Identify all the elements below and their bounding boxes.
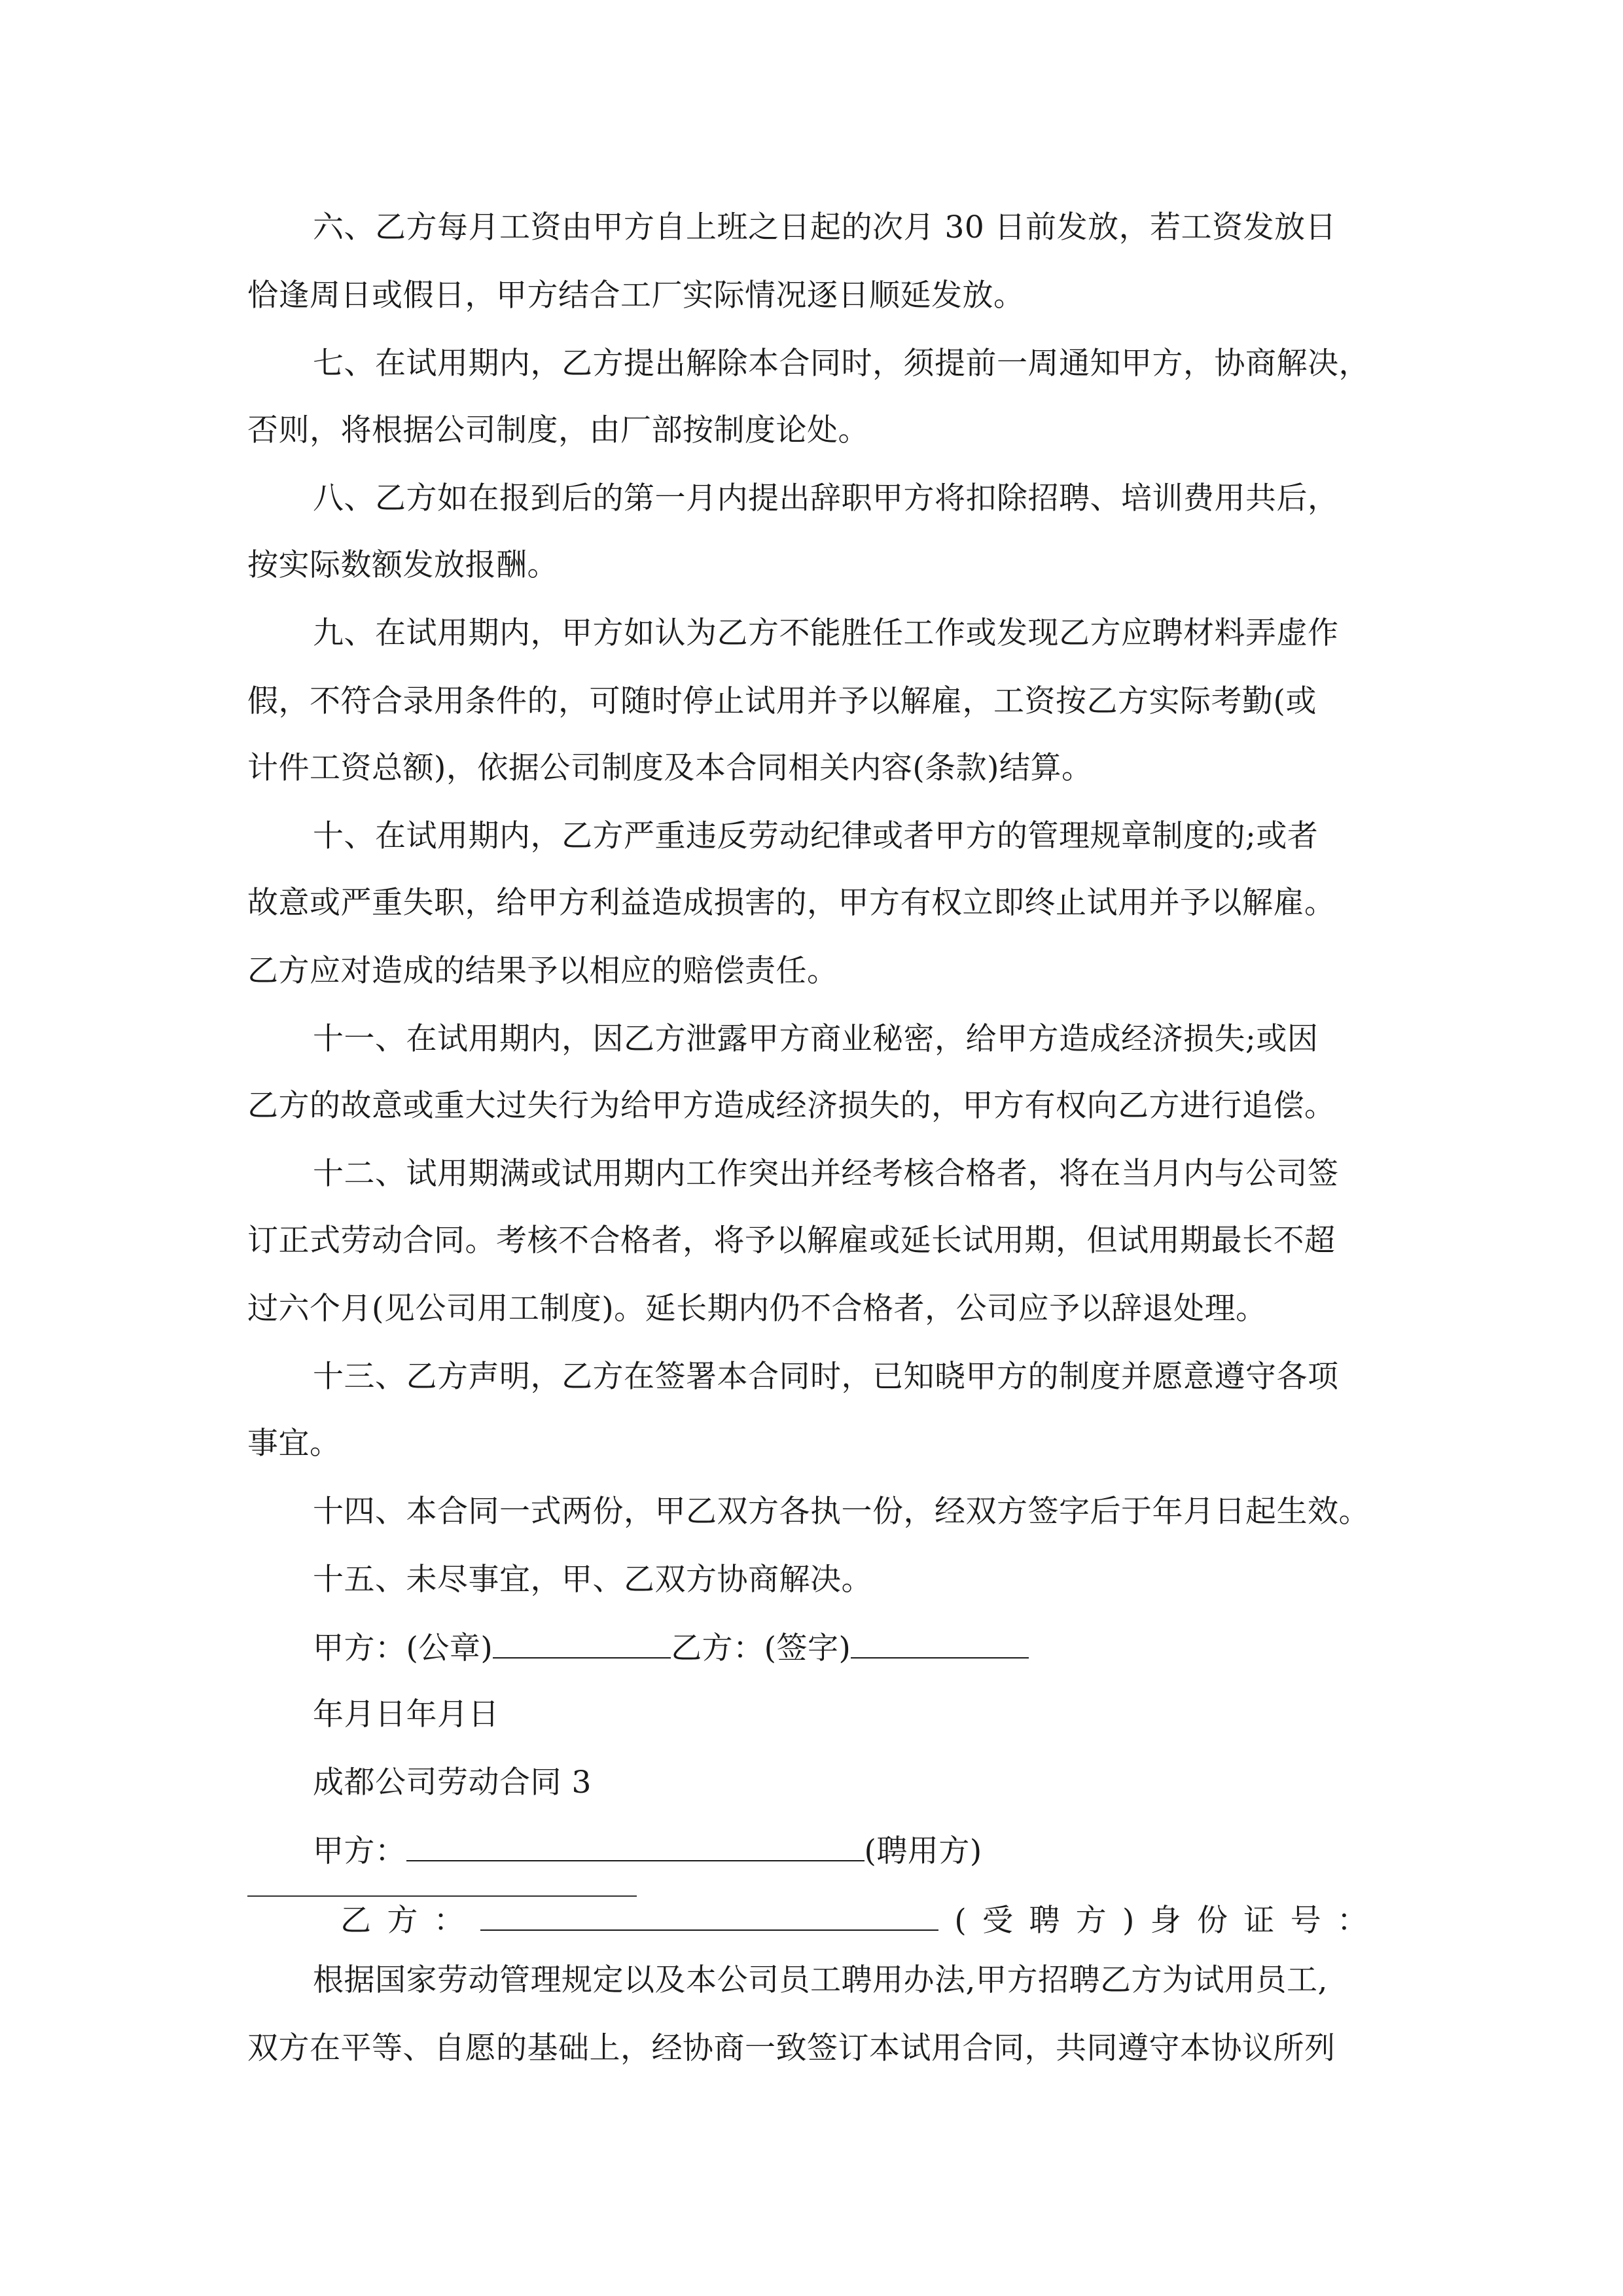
party-b-suffix-char: 身 (1150, 1903, 1181, 1939)
clause-6-line-1: 六、乙方每月工资由甲方自上班之日起的次月 30 日前发放，若工资发放日 (313, 209, 1337, 245)
signature-row (313, 1627, 1438, 1668)
party-b-char: 方 (387, 1903, 418, 1939)
clause-13-line-2: 事宜。 (247, 1426, 341, 1462)
clause-10-line-1: 十、在试用期内，乙方严重违反劳动纪律或者甲方的管理规章制度的;或者 (313, 818, 1319, 854)
party-a-seal-label: 甲方：(公章) (313, 1630, 493, 1666)
next-party-b-row (340, 1899, 1368, 1941)
clause-8-line-2: 按实际数额发放报酬。 (247, 547, 558, 583)
clause-6-line-2: 恰逢周日或假日，甲方结合工厂实际情况逐日顺延发放。 (247, 278, 1025, 314)
party-b-suffix-char: 方 (1075, 1903, 1107, 1939)
party-b-suffix-char: 份 (1196, 1903, 1228, 1939)
clause-12-line-2: 订正式劳动合同。考核不合格者，将予以解雇或延长试用期，但试用期最长不超 (247, 1223, 1336, 1259)
party-b-suffix-char: 聘 (1029, 1903, 1060, 1939)
party-b-char: ： (433, 1903, 465, 1939)
clause-9-line-1: 九、在试用期内，甲方如认为乙方不能胜任工作或发现乙方应聘材料弄虚作 (313, 615, 1339, 651)
clause-10-line-3: 乙方应对造成的结果予以相应的赔偿责任。 (247, 953, 838, 989)
signature-date-line: 年月日年月日 (313, 1696, 499, 1732)
intro-line-1: 根据国家劳动管理规定以及本公司员工聘用办法,甲方招聘乙方为试用员工, (313, 1962, 1328, 1998)
clause-8-line-1: 八、乙方如在报到后的第一月内提出辞职甲方将扣除招聘、培训费用共后， (313, 480, 1339, 516)
party-a-seal-blank[interactable] (493, 1627, 671, 1659)
next-party-a-label: 甲方： (313, 1833, 406, 1869)
clause-11-line-2: 乙方的故意或重大过失行为给甲方造成经济损失的，甲方有权向乙方进行追偿。 (247, 1088, 1336, 1124)
clause-9-line-2: 假，不符合录用条件的，可随时停止试用并予以解雇，工资按乙方实际考勤(或 (247, 683, 1317, 719)
party-b-sign-blank[interactable] (851, 1627, 1029, 1659)
party-b-suffix-char: 号 (1290, 1903, 1321, 1939)
next-party-a-suffix: (聘用方) (864, 1833, 982, 1869)
clause-15-line-1: 十五、未尽事宜，甲、乙双方协商解决。 (313, 1562, 872, 1598)
party-b-suffix-char: ： (1336, 1903, 1368, 1939)
clause-7-line-2: 否则，将根据公司制度，由厂部按制度论处。 (247, 412, 869, 448)
next-party-b-blank[interactable] (480, 1899, 938, 1931)
clause-13-line-1: 十三、乙方声明，乙方在签署本合同时，已知晓甲方的制度并愿意遵守各项 (313, 1359, 1339, 1395)
next-party-a-row (313, 1830, 1438, 1871)
next-party-a-blank[interactable] (406, 1830, 865, 1861)
intro-line-2: 双方在平等、自愿的基础上，经协商一致签订本试用合同，共同遵守本协议所列 (247, 2030, 1336, 2066)
footnote-divider (247, 1895, 637, 1897)
party-b-suffix-char: 证 (1243, 1903, 1275, 1939)
next-contract-title: 成都公司劳动合同 3 (313, 1765, 592, 1801)
party-b-suffix-char: ( (954, 1903, 967, 1939)
clause-10-line-2: 故意或严重失职，给甲方利益造成损害的，甲方有权立即终止试用并予以解雇。 (247, 885, 1336, 921)
clause-9-line-3: 计件工资总额)，依据公司制度及本合同相关内容(条款)结算。 (247, 750, 1093, 786)
party-b-sign-label: 乙方：(签字) (671, 1630, 851, 1666)
party-b-char: 乙 (340, 1903, 371, 1939)
party-b-suffix-char: ) (1122, 1903, 1135, 1939)
clause-14-line-1: 十四、本合同一式两份，甲乙双方各执一份，经双方签字后于年月日起生效。 (313, 1494, 1370, 1530)
clause-7-line-1: 七、在试用期内，乙方提出解除本合同时，须提前一周通知甲方，协商解决， (313, 346, 1370, 382)
party-b-suffix-char: 受 (982, 1903, 1013, 1939)
clause-11-line-1: 十一、在试用期内，因乙方泄露甲方商业秘密，给甲方造成经济损失;或因 (313, 1021, 1319, 1057)
clause-12-line-1: 十二、试用期满或试用期内工作突出并经考核合格者，将在当月内与公司签 (313, 1156, 1339, 1192)
clause-12-line-3: 过六个月(见公司用工制度)。延长期内仍不合格者，公司应予以辞退处理。 (247, 1291, 1267, 1327)
